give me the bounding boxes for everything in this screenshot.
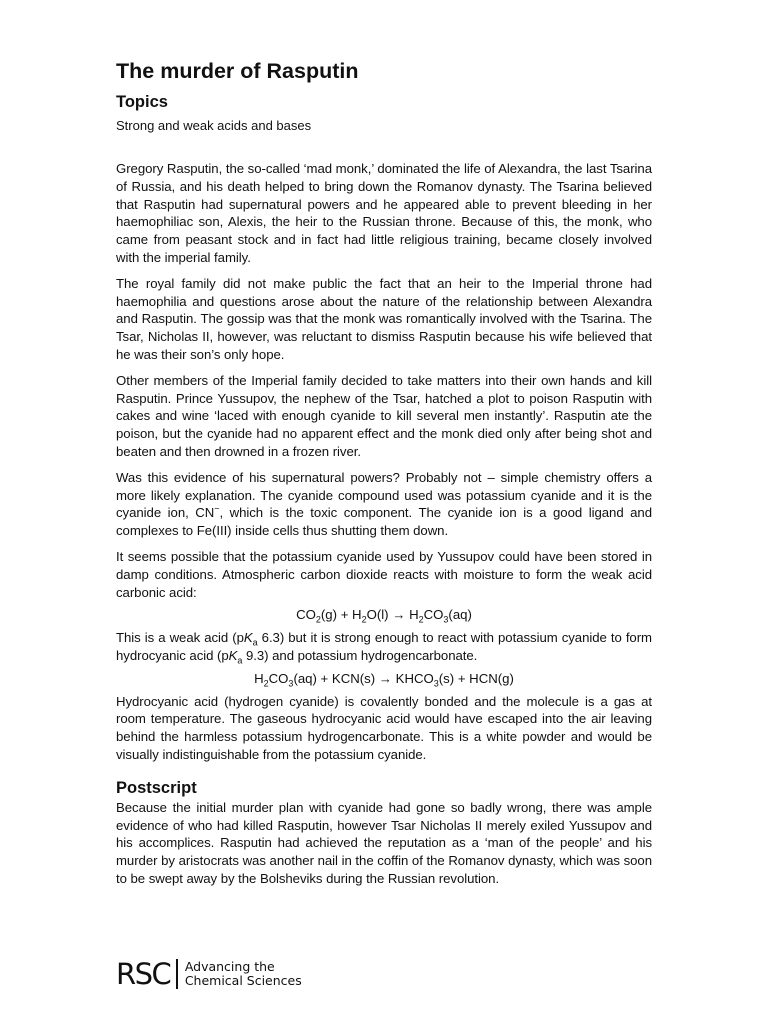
paragraph-plot: Other members of the Imperial family decided to take matters into their own hands and kill Rasputin. Prince Yussupov, the nephew of the Tsar, hatched a plot to poison Rasputin with cakes and wine ‘laced with enough cyanide to kill several men instantly’. Rasputin ate the poison, but the cyanide had no apparent effect and the monk died only after being shot and beaten and then drowned in a frozen river. bbox=[116, 372, 652, 459]
topics-heading: Topics bbox=[116, 93, 168, 111]
topics-text: Strong and weak acids and bases bbox=[116, 118, 312, 133]
paragraph-damp-conditions: It seems possible that the potassium cyanide used by Yussupov could have been stored in damp conditions. Atmospheric carbon dioxide reacts with moisture to form the weak acid carbonic acid: bbox=[116, 548, 652, 600]
rsc-footer-logo bbox=[116, 956, 302, 992]
equation-carbonic-acid: $CO_2(g) + H_2O(l) \to H_2CO_3(aq)$ bbox=[296, 607, 472, 625]
paragraph-chemistry bbox=[116, 469, 652, 540]
tagline-line-2: Chemical Sciences bbox=[184, 973, 302, 988]
postscript-text: Because the initial murder plan with cyanide had gone so badly wrong, there was ample evidence of who had killed Rasputin, however Tsar Nicholas II merely exiled Yussupov and his accomplices. Rasputin had achieved the reputation as a ‘man of the people’ and his murder by aristocrats was another nail in the coffin of the Romanov dynasty, which was soon to be swept away by the Bolsheviks during the Russian revolution. bbox=[116, 799, 652, 886]
cyanide-charge: − bbox=[214, 503, 220, 514]
rsc-logo-text: RSC bbox=[116, 957, 171, 991]
paragraph-weak-acid: This is a weak acid ($pK_a$ 6.3) but it is strong enough to react with potassium cyanide to form hydrocyanic acid ($pK_a$ 9.3) and potassium hydrogencarbonate. bbox=[116, 630, 652, 666]
document-page bbox=[116, 58, 652, 888]
paragraph-hydrocyanic-acid: Hydrocyanic acid (hydrogen cyanide) is covalently bonded and the molecule is a gas at room temperature. The gaseous hydrocyanic acid would have escaped into the air leaving behind the harmless potassium hydrogencarbonate. This is a white powder and would be visually indistinguishable from the potassium cyanide. bbox=[116, 693, 652, 762]
rsc-tagline bbox=[185, 960, 302, 988]
document-title: The murder of Rasputin bbox=[116, 59, 359, 83]
paragraph-chemistry-part2: , which is the toxic component. The cyanide ion is a good ligand and complexes to Fe(III) inside cells thus shutting them down. bbox=[116, 505, 652, 539]
equation-hcn-formation: $H_2CO_3(aq) + KCN(s)$ → $KHCO_3(s) + HCN(g)$ bbox=[254, 670, 514, 689]
postscript-heading: Postscript bbox=[116, 778, 197, 797]
paragraph-chemistry-part1: Was this evidence of his supernatural powers? Probably not – simple chemistry offers a more likely explanation. The cyanide compound used was potassium cyanide and it is the cyanide ion, CN bbox=[116, 469, 652, 521]
paragraph-intro: Gregory Rasputin, the so-called ‘mad monk,’ dominated the life of Alexandra, the last Tsarina of Russia, and his death helped to bring down the Romanov dynasty. The Tsarina believed that Rasputin had supernatural powers and he appeared able to prevent bleeding in her haemophiliac son, Alexis, the heir to the Russian throne. Because of this, the monk, who came from peasant stock and in fact had little religious training, became closely involved with the imperial family. bbox=[116, 161, 652, 265]
logo-divider bbox=[176, 959, 178, 989]
paragraph-royal-family: The royal family did not make public the fact that an heir to the Imperial throne had haemophilia and questions arose about the nature of the relationship between Alexandra and Rasputin. The gossip was that the monk was romantically involved with the Tsarina. The Tsar, Nicholas II, however, was reluctant to dismiss Rasputin because his wife believed that he was their son’s only hope. bbox=[116, 275, 652, 362]
tagline-line-1: Advancing the bbox=[184, 959, 275, 974]
